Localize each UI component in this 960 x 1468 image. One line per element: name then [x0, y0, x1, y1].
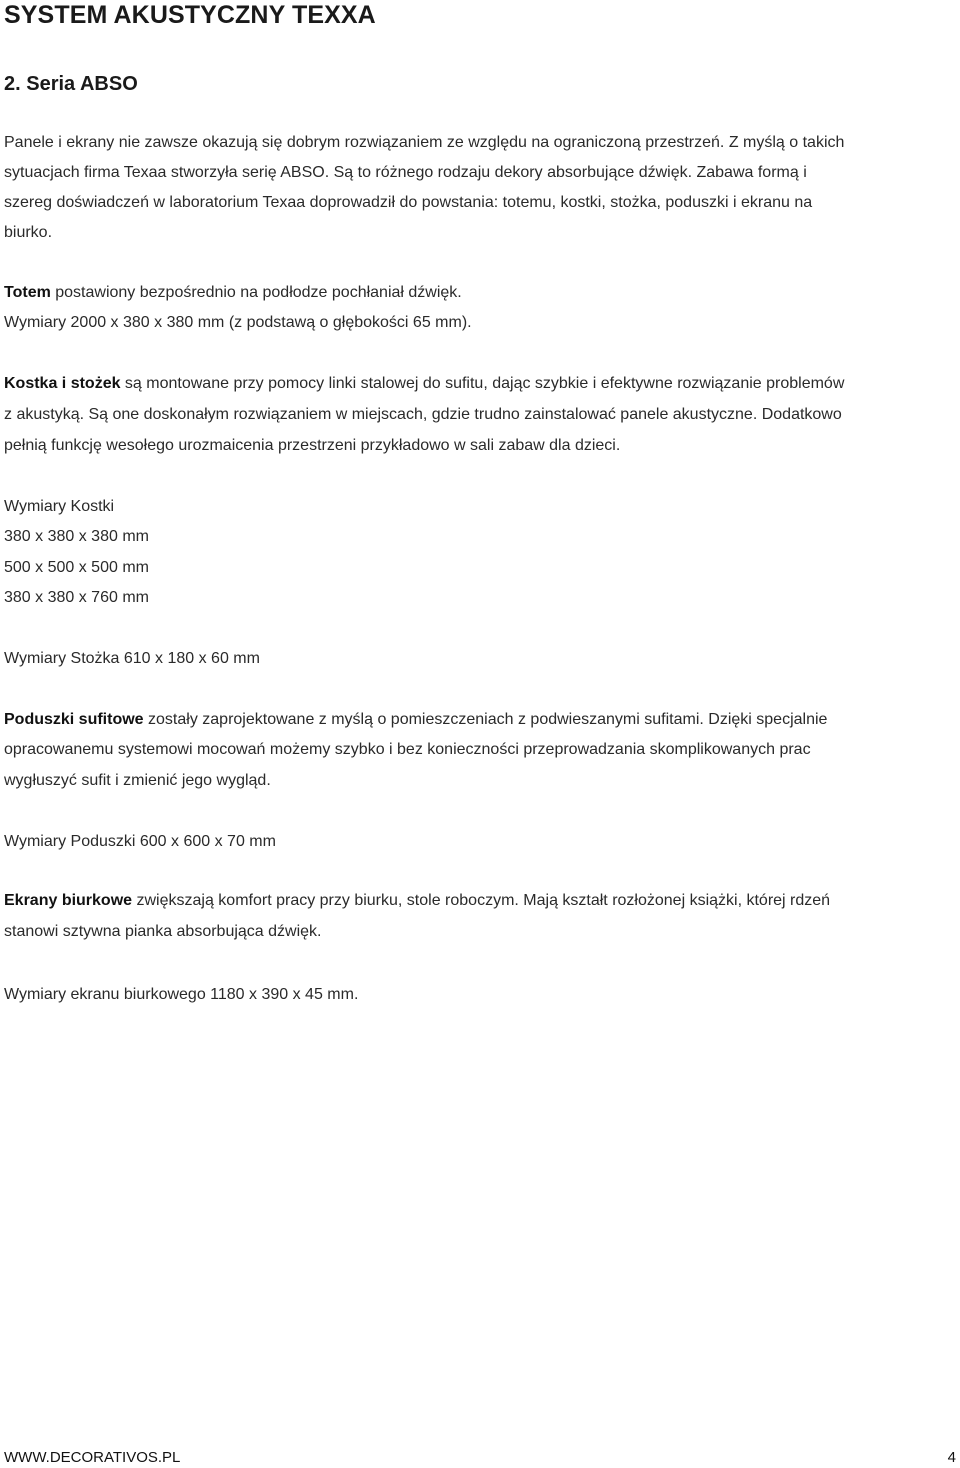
- totem-text: postawiony bezpośrednio na podłodze pochłaniał dźwięk.: [50, 284, 462, 301]
- intro-line: sytuacjach firma Texaa stworzyła serię ABSO. Są to różnego rodzaju dekory absorbujące dźwięk. Zabawa formą i: [4, 164, 807, 181]
- poduszki-text: zostały zaprojektowane z myślą o pomieszczeniach z podwieszanymi sufitami. Dzięki specjalnie: [143, 711, 828, 728]
- kostki-heading: Wymiary Kostki: [4, 498, 115, 515]
- kostki-dimension-item: 380 x 380 x 380 mm: [4, 528, 149, 545]
- kostki-dimension-item: 380 x 380 x 760 mm: [4, 589, 149, 606]
- intro-line: Panele i ekrany nie zawsze okazują się dobrym rozwiązaniem ze względu na ograniczoną przestrzeń. Z myślą o takich: [4, 134, 845, 151]
- ekrany-text: zwiększają komfort pracy przy biurku, stole roboczym. Mają kształt rozłożonej książki, której rdzeń: [132, 892, 831, 909]
- totem-paragraph: [4, 278, 954, 338]
- kostka-text: są montowane przy pomocy linki stalowej do sufitu, dając szybkie i efektywne rozwiązanie problemów: [120, 375, 845, 392]
- intro-line: szereg doświadczeń w laboratorium Texaa doprowadził do powstania: totemu, kostki, stożka, poduszki i ekranu na: [4, 194, 813, 211]
- kostki-dimensions: [4, 492, 954, 613]
- poduszki-line: opracowanemu systemowi mocowań możemy szybko i bez konieczności przeprowadzania skomplikowanych prac: [4, 741, 811, 758]
- poduszki-dimensions-text: Wymiary Poduszki 600 x 600 x 70 mm: [4, 833, 276, 850]
- ekrany-dimensions-text: Wymiary ekranu biurkowego 1180 x 390 x 45 mm.: [4, 986, 359, 1003]
- intro-line: biurko.: [4, 224, 53, 241]
- ekrany-bold: Ekrany biurkowe: [4, 892, 133, 909]
- totem-dimensions: Wymiary 2000 x 380 x 380 mm (z podstawą o głębokości 65 mm).: [4, 314, 472, 331]
- totem-bold: Totem: [4, 284, 51, 301]
- poduszki-bold: Poduszki sufitowe: [4, 711, 144, 728]
- section-title: 2. Seria ABSO: [4, 73, 138, 95]
- kostka-bold: Kostka i stożek: [4, 375, 121, 392]
- ekrany-dimensions: [4, 980, 954, 1010]
- stozek-dimensions-text: Wymiary Stożka 610 x 180 x 60 mm: [4, 650, 260, 667]
- poduszki-line: wygłuszyć sufit i zmienić jego wygląd.: [4, 772, 271, 789]
- intro-paragraph: [4, 128, 954, 248]
- totem-line: [4, 278, 954, 308]
- footer-website: WWW.DECORATIVOS.PL: [4, 1449, 181, 1466]
- kostka-line: [4, 369, 954, 400]
- stozek-dimensions: [4, 644, 954, 674]
- kostki-dimension-item: 500 x 500 x 500 mm: [4, 559, 149, 576]
- kostka-line: z akustyką. Są one doskonałym rozwiązaniem w miejscach, gdzie trudno zainstalować panele akustyczne. Dodatkowo: [4, 406, 842, 423]
- page-title: SYSTEM AKUSTYCZNY TEXXA: [4, 1, 376, 29]
- poduszki-line: [4, 705, 954, 735]
- ekrany-line: stanowi sztywna pianka absorbująca dźwięk.: [4, 923, 322, 940]
- ekrany-line: [4, 886, 954, 917]
- poduszki-paragraph: [4, 705, 954, 796]
- kostka-paragraph: [4, 369, 954, 461]
- ekrany-paragraph: [4, 886, 954, 947]
- poduszki-dimensions: [4, 827, 954, 857]
- kostka-line: pełnią funkcję wesołego urozmaicenia przestrzeni przykładowo w sali zabaw dla dzieci.: [4, 437, 621, 454]
- page-number: 4: [947, 1449, 956, 1466]
